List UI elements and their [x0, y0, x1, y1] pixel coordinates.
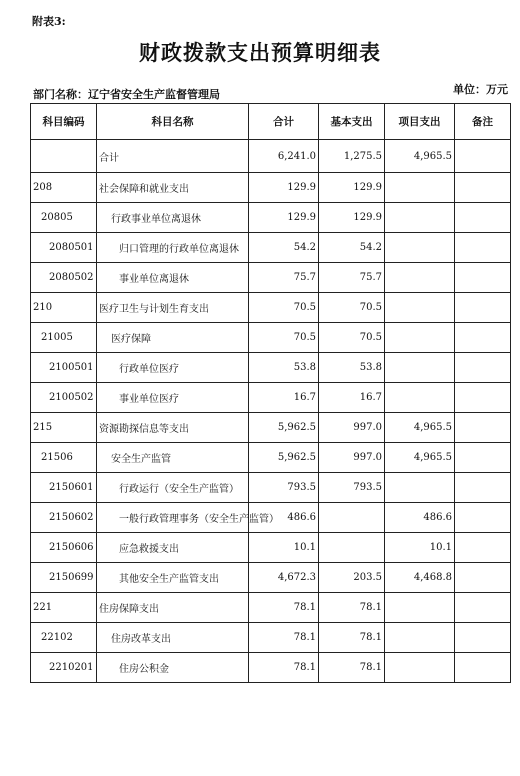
row-project-cell [385, 353, 455, 383]
table-body [31, 140, 511, 683]
row-note-cell [455, 623, 511, 653]
row-name-cell: 事业单位离退休 [97, 263, 249, 293]
row-code-cell: 2150606 [31, 533, 97, 563]
row-project-cell: 4,965.5 [385, 140, 455, 173]
row-basic-cell: 78.1 [319, 593, 385, 623]
table-row [31, 140, 511, 173]
row-basic-cell: 1,275.5 [319, 140, 385, 173]
row-name-cell: 行政单位医疗 [97, 353, 249, 383]
table-row [31, 353, 511, 383]
row-note-cell [455, 203, 511, 233]
row-basic-cell: 78.1 [319, 653, 385, 683]
row-note-cell [455, 413, 511, 443]
row-total-cell: 78.1 [249, 653, 319, 683]
table-row [31, 593, 511, 623]
row-total-cell: 10.1 [249, 533, 319, 563]
row-note-cell [455, 383, 511, 413]
row-project-cell: 4,468.8 [385, 563, 455, 593]
row-name-cell: 医疗卫生与计划生育支出 [97, 293, 249, 323]
row-code-cell: 215 [31, 413, 97, 443]
row-note-cell [455, 563, 511, 593]
row-total-cell: 486.6 [249, 503, 319, 533]
row-name-cell: 住房公积金 [97, 653, 249, 683]
table-row [31, 293, 511, 323]
row-code-cell: 210 [31, 293, 97, 323]
column-header-name: 科目名称 [97, 104, 249, 140]
row-project-cell: 4,965.5 [385, 413, 455, 443]
row-note-cell [455, 263, 511, 293]
row-basic-cell: 997.0 [319, 443, 385, 473]
row-name-cell: 行政运行（安全生产监管） [97, 473, 249, 503]
row-total-cell: 78.1 [249, 593, 319, 623]
column-header-project: 项目支出 [385, 104, 455, 140]
row-total-cell: 70.5 [249, 293, 319, 323]
row-project-cell [385, 323, 455, 353]
row-total-cell: 129.9 [249, 203, 319, 233]
row-name-cell: 事业单位医疗 [97, 383, 249, 413]
row-basic-cell: 75.7 [319, 263, 385, 293]
row-name-cell: 行政事业单位离退休 [97, 203, 249, 233]
column-header-note: 备注 [455, 104, 511, 140]
table-row [31, 263, 511, 293]
row-code-cell: 221 [31, 593, 97, 623]
row-basic-cell: 70.5 [319, 293, 385, 323]
row-note-cell [455, 293, 511, 323]
row-total-cell: 793.5 [249, 473, 319, 503]
column-header-basic: 基本支出 [319, 104, 385, 140]
row-note-cell [455, 140, 511, 173]
row-total-cell: 129.9 [249, 173, 319, 203]
row-total-cell: 54.2 [249, 233, 319, 263]
row-total-cell: 78.1 [249, 623, 319, 653]
row-total-cell: 5,962.5 [249, 413, 319, 443]
table-row [31, 623, 511, 653]
table-row [31, 653, 511, 683]
table-row [31, 473, 511, 503]
row-code-cell: 21005 [31, 323, 97, 353]
row-basic-cell: 53.8 [319, 353, 385, 383]
row-code-cell: 208 [31, 173, 97, 203]
row-note-cell [455, 443, 511, 473]
row-total-cell: 75.7 [249, 263, 319, 293]
row-total-cell: 4,672.3 [249, 563, 319, 593]
row-project-cell [385, 233, 455, 263]
table-row [31, 233, 511, 263]
row-code-cell: 22102 [31, 623, 97, 653]
table-header [31, 104, 511, 140]
row-code-cell: 21506 [31, 443, 97, 473]
row-note-cell [455, 353, 511, 383]
row-name-cell: 医疗保障 [97, 323, 249, 353]
table-row [31, 443, 511, 473]
table-row [31, 413, 511, 443]
row-name-cell: 住房保障支出 [97, 593, 249, 623]
row-project-cell [385, 383, 455, 413]
row-note-cell [455, 323, 511, 353]
row-name-cell: 安全生产监管 [97, 443, 249, 473]
row-project-cell [385, 593, 455, 623]
row-code-cell: 2100502 [31, 383, 97, 413]
row-name-cell: 合计 [97, 140, 249, 173]
row-project-cell [385, 293, 455, 323]
header-row [31, 104, 511, 140]
row-name-cell: 其他安全生产监管支出 [97, 563, 249, 593]
row-basic-cell [319, 503, 385, 533]
table-row [31, 533, 511, 563]
row-note-cell [455, 593, 511, 623]
table-row [31, 203, 511, 233]
row-code-cell: 2150602 [31, 503, 97, 533]
row-project-cell: 486.6 [385, 503, 455, 533]
row-basic-cell: 78.1 [319, 623, 385, 653]
row-basic-cell: 16.7 [319, 383, 385, 413]
row-code-cell: 20805 [31, 203, 97, 233]
row-project-cell [385, 203, 455, 233]
row-code-cell: 2080502 [31, 263, 97, 293]
row-total-cell: 5,962.5 [249, 443, 319, 473]
row-name-cell: 住房改革支出 [97, 623, 249, 653]
department-label: 部门名称：辽宁省安全生产监督管理局 [33, 88, 220, 101]
table-row [31, 563, 511, 593]
row-note-cell [455, 173, 511, 203]
page-title: 财政拨款支出预算明细表 [139, 40, 381, 65]
row-project-cell: 4,965.5 [385, 443, 455, 473]
row-name-cell: 归口管理的行政单位离退休 [97, 233, 249, 263]
table-row [31, 323, 511, 353]
row-project-cell [385, 173, 455, 203]
row-basic-cell: 997.0 [319, 413, 385, 443]
row-code-cell: 2100501 [31, 353, 97, 383]
row-project-cell [385, 473, 455, 503]
row-basic-cell: 129.9 [319, 203, 385, 233]
row-note-cell [455, 653, 511, 683]
row-code-cell: 2150601 [31, 473, 97, 503]
row-name-cell: 应急救援支出 [97, 533, 249, 563]
table-row [31, 503, 511, 533]
row-name-cell: 一般行政管理事务（安全生产监管） [97, 503, 249, 533]
unit-label: 单位：万元 [453, 83, 508, 96]
row-basic-cell [319, 533, 385, 563]
table-row [31, 383, 511, 413]
row-total-cell: 70.5 [249, 323, 319, 353]
row-project-cell [385, 623, 455, 653]
row-basic-cell: 203.5 [319, 563, 385, 593]
row-total-cell: 16.7 [249, 383, 319, 413]
row-name-cell: 社会保障和就业支出 [97, 173, 249, 203]
row-note-cell [455, 533, 511, 563]
row-basic-cell: 70.5 [319, 323, 385, 353]
table-row [31, 173, 511, 203]
row-basic-cell: 129.9 [319, 173, 385, 203]
row-basic-cell: 793.5 [319, 473, 385, 503]
row-note-cell [455, 233, 511, 263]
column-header-total: 合计 [249, 104, 319, 140]
row-project-cell [385, 263, 455, 293]
row-name-cell: 资源勘探信息等支出 [97, 413, 249, 443]
row-code-cell [31, 140, 97, 173]
row-code-cell: 2210201 [31, 653, 97, 683]
row-code-cell: 2080501 [31, 233, 97, 263]
attachment-label: 附表3: [32, 15, 66, 28]
row-note-cell [455, 473, 511, 503]
row-total-cell: 53.8 [249, 353, 319, 383]
row-total-cell: 6,241.0 [249, 140, 319, 173]
row-note-cell [455, 503, 511, 533]
row-code-cell: 2150699 [31, 563, 97, 593]
row-basic-cell: 54.2 [319, 233, 385, 263]
row-project-cell [385, 653, 455, 683]
expenditure-table [30, 103, 511, 683]
column-header-code: 科目编码 [31, 104, 97, 140]
row-project-cell: 10.1 [385, 533, 455, 563]
